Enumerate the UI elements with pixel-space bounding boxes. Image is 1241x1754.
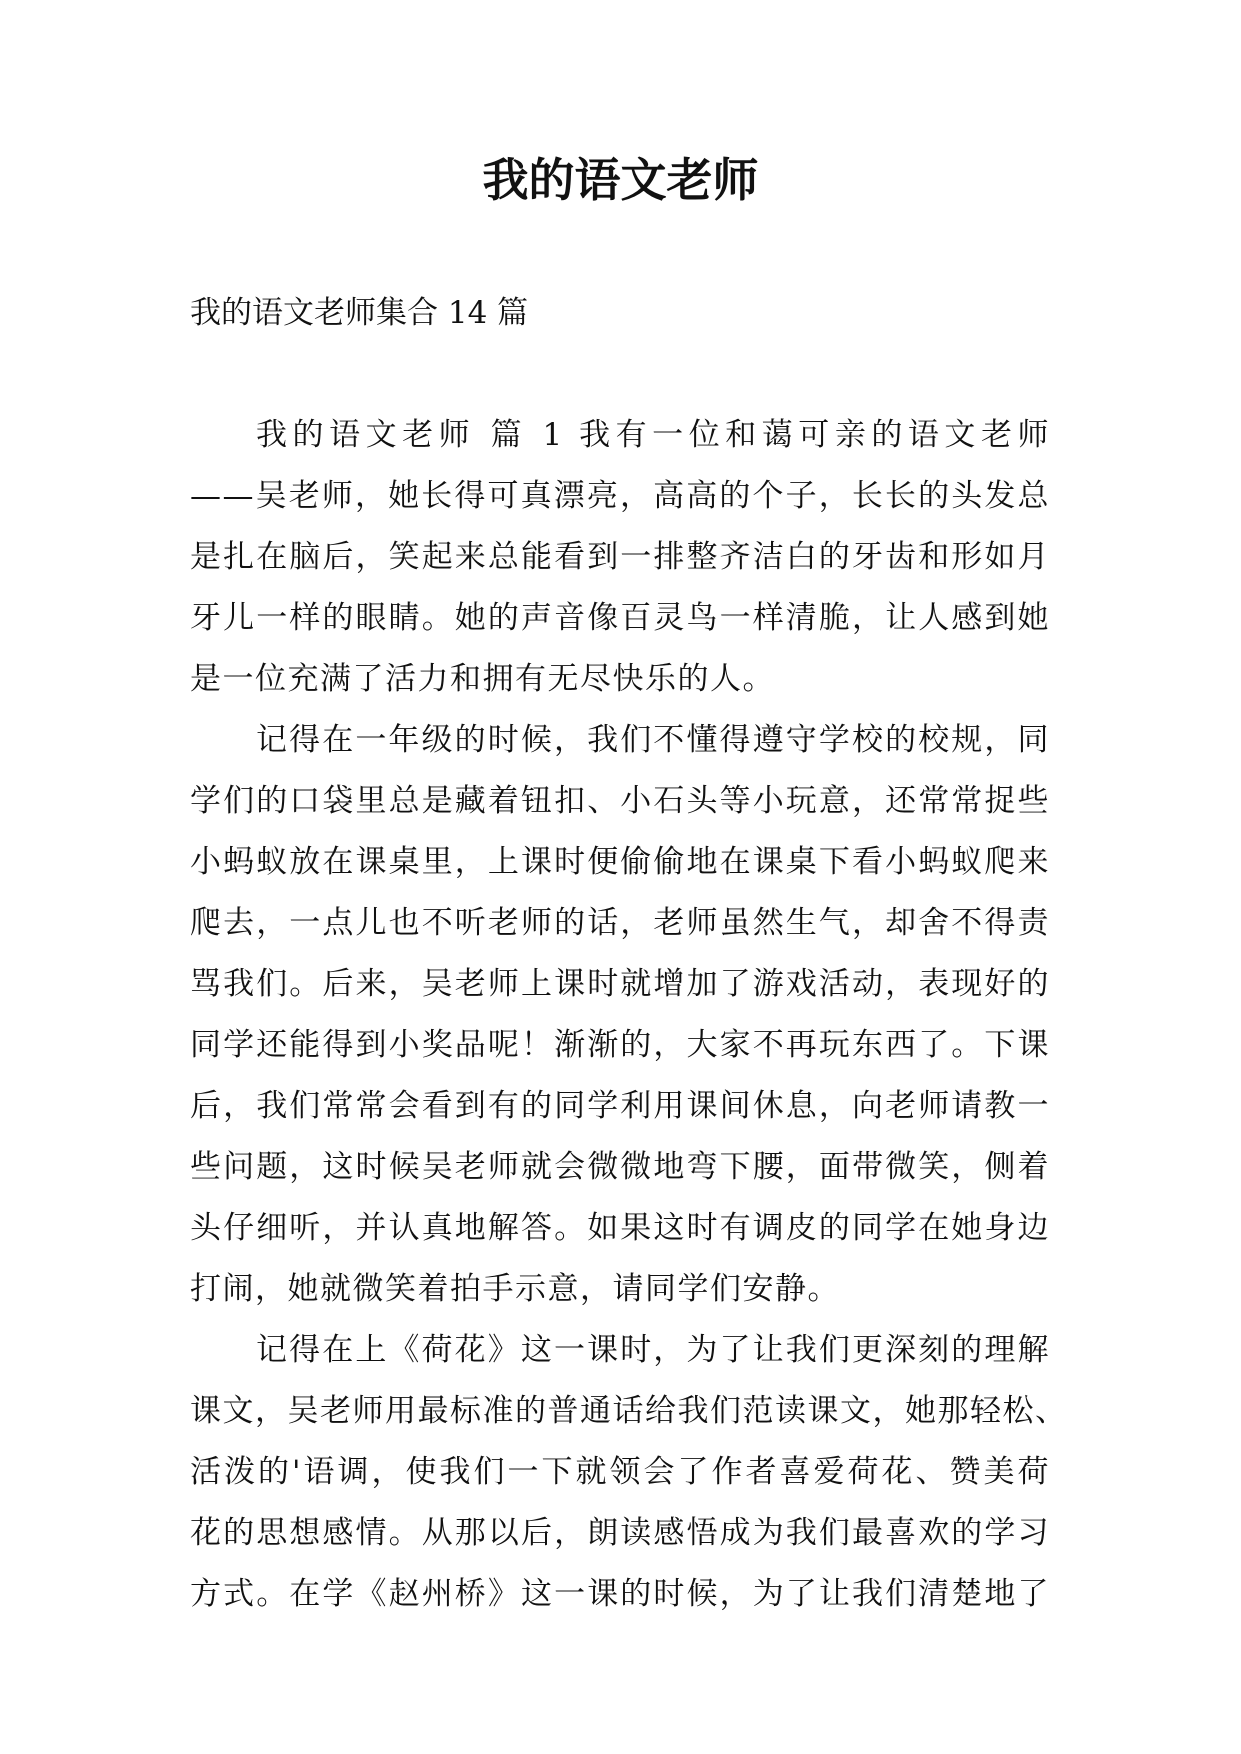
text-line: 些问题，这时候吴老师就会微微地弯下腰，面带微笑，侧着 bbox=[190, 1149, 1050, 1185]
text-line: 活泼的'语调，使我们一下就领会了作者喜爱荷花、赞美荷 bbox=[190, 1454, 1050, 1490]
text-line: 后，我们常常会看到有的同学利用课间休息，向老师请教一 bbox=[190, 1088, 1050, 1124]
document-body bbox=[190, 405, 1068, 1625]
text-line: 打闹，她就微笑着拍手示意，请同学们安静。 bbox=[190, 1271, 840, 1307]
text-line: 爬去，一点儿也不听老师的话，老师虽然生气，却舍不得责 bbox=[190, 905, 1050, 941]
text-line: 记得在一年级的时候，我们不懂得遵守学校的校规，同 bbox=[256, 722, 1050, 758]
text-line: 头仔细听，并认真地解答。如果这时有调皮的同学在她身边 bbox=[190, 1210, 1050, 1246]
text-line: 同学还能得到小奖品呢！渐渐的，大家不再玩东西了。下课 bbox=[190, 1027, 1050, 1063]
text-line: 方式。在学《赵州桥》这一课的时候，为了让我们清楚地了 bbox=[190, 1576, 1050, 1612]
text-line: 牙儿一样的眼睛。她的声音像百灵鸟一样清脆，让人感到她 bbox=[190, 600, 1050, 636]
text-line: 我的语文老师 篇 1 我有一位和蔼可亲的语文老师 bbox=[256, 417, 1050, 453]
text-line: 是扎在脑后，笑起来总能看到一排整齐洁白的牙齿和形如月 bbox=[190, 539, 1050, 575]
text-line: 学们的口袋里总是藏着钮扣、小石头等小玩意，还常常捉些 bbox=[190, 783, 1050, 819]
document-subtitle: 我的语文老师集合 14 篇 bbox=[190, 295, 529, 331]
document-title: 我的语文老师 bbox=[482, 153, 759, 207]
text-line: 骂我们。后来，吴老师上课时就增加了游戏活动，表现好的 bbox=[190, 966, 1050, 1002]
text-line: 课文，吴老师用最标准的普通话给我们范读课文，她那轻松、 bbox=[190, 1393, 1068, 1429]
text-line: ——吴老师，她长得可真漂亮，高高的个子，长长的头发总 bbox=[190, 478, 1050, 514]
text-line: 花的思想感情。从那以后，朗读感悟成为我们最喜欢的学习 bbox=[190, 1515, 1050, 1551]
text-line: 记得在上《荷花》这一课时，为了让我们更深刻的理解 bbox=[256, 1332, 1050, 1368]
text-line: 是一位充满了活力和拥有无尽快乐的人。 bbox=[190, 661, 775, 697]
text-line: 小蚂蚁放在课桌里，上课时便偷偷地在课桌下看小蚂蚁爬来 bbox=[190, 844, 1050, 880]
